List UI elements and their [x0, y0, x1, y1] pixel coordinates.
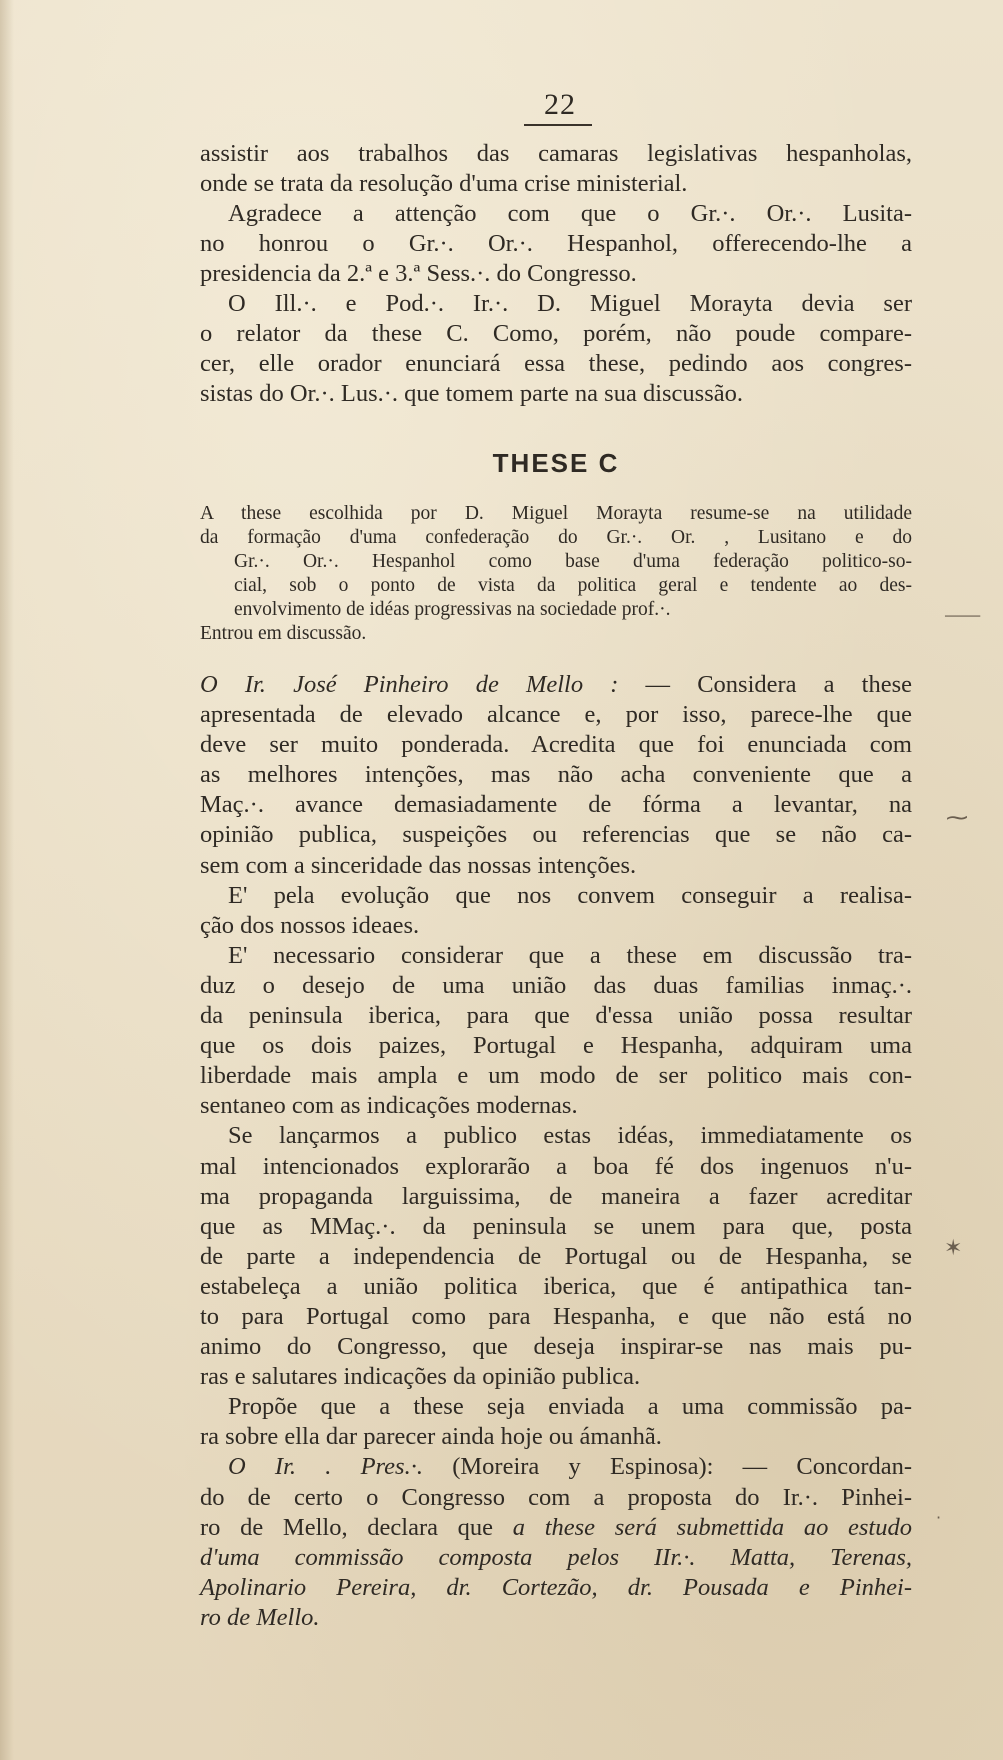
text-line: ma propaganda larguissima, de maneira a fazer acreditar	[200, 1182, 912, 1210]
text-line: da peninsula iberica, para que d'essa união possa resultar	[200, 1002, 912, 1030]
page-number-rule	[524, 124, 592, 126]
margin-ink-mark: ·	[936, 1508, 942, 1527]
these-line: envolvimento de idéas progressivas na sociedade prof.·.	[234, 599, 671, 620]
text-line: assistir aos trabalhos das camaras legislativas hespanholas,	[200, 140, 912, 167]
page-edge-shadow	[0, 0, 14, 1760]
speaker-name: O Ir. . Pres.·.	[228, 1453, 423, 1481]
these-line: cial, sob o ponto de vista da politica geral e tendente ao des-	[234, 575, 912, 596]
text-line: que os dois paizes, Portugal e Hespanha, adquiram uma	[200, 1032, 912, 1060]
these-summary	[200, 502, 912, 646]
margin-ink-mark: ⸺	[944, 603, 982, 628]
text-line: animo do Congresso, que deseja inspirar-se nas mais pu-	[200, 1333, 912, 1361]
page-number: 22	[544, 88, 576, 121]
text-line: Agradece a attenção com que o Gr.·. Or.·. Lusita-	[228, 200, 912, 227]
these-line: da formação d'uma confederação do Gr.·. Or. , Lusitano e do	[200, 527, 912, 548]
text-line: sem com a sinceridade das nossas intenções.	[200, 851, 637, 879]
text-line: ção dos nossos ideaes.	[200, 911, 420, 939]
margin-ink-mark: ⁓	[946, 806, 968, 831]
text-line: no honrou o Gr.·. Or.·. Hespanhol, offerecendo-lhe a	[200, 230, 912, 257]
these-line: Gr.·. Or.·. Hespanhol como base d'uma federação politico-so-	[234, 551, 912, 572]
margin-ink-mark: ✶	[944, 1236, 963, 1261]
text-line: E' pela evolução que nos convem conseguir a realisa-	[228, 881, 912, 909]
text-line: estabeleça a união politica iberica, que é antipathica tan-	[200, 1272, 912, 1300]
text-line: o relator da these C. Como, porém, não poude compare-	[200, 320, 912, 347]
decision-text: Apolinario Pereira, dr. Cortezão, dr. Pousada e Pinhei-	[200, 1573, 912, 1601]
text-line: presidencia da 2.ª e 3.ª Sess.·. do Congresso.	[200, 260, 637, 287]
text-line	[200, 1513, 912, 1543]
decision-text: d'uma commissão composta pelos IIr.·. Matta, Terenas,	[200, 1543, 912, 1571]
these-line: Entrou em discussão.	[200, 623, 367, 644]
text-line	[200, 1573, 912, 1603]
text-line: opinião publica, suspeições ou referencias que se não ca-	[200, 821, 912, 849]
text-line: Maç.·. avance demasiadamente de fórma a levantar, na	[200, 791, 912, 819]
speaker-name: O Ir. José Pinheiro de Mello :	[200, 671, 619, 698]
text-line: do de certo o Congresso com a proposta do Ir.·. Pinhei-	[200, 1483, 912, 1511]
speech-text: Considera a these	[697, 671, 913, 698]
text-line: apresentada de elevado alcance e, por isso, parece-lhe que	[200, 701, 912, 729]
speech-opening-line	[200, 1452, 912, 1482]
text-line: Propõe que a these seja enviada a uma commissão pa-	[228, 1393, 912, 1421]
text-line	[200, 1543, 912, 1573]
text-line: liberdade mais ampla e um modo de ser politico mais con-	[200, 1062, 912, 1090]
text-line: sentaneo com as indicações modernas.	[200, 1092, 578, 1120]
section-heading: THESE C	[492, 448, 620, 478]
text-line: de parte a independencia de Portugal ou de Hespanha, se	[200, 1242, 912, 1270]
text-line: sistas do Or.·. Lus.·. que tomem parte na sua discussão.	[200, 380, 743, 407]
speech-text: (Moreira y Espinosa): — Concordan-	[452, 1453, 913, 1481]
dash: —	[645, 671, 671, 698]
text-line: cer, elle orador enunciará essa these, pedindo aos congres-	[200, 350, 912, 377]
text-line: E' necessario considerar que a these em discussão tra-	[228, 941, 912, 969]
text-line: que as MMaç.·. da peninsula se unem para que, posta	[200, 1212, 912, 1240]
text-line: onde se trata da resolução d'uma crise ministerial.	[200, 170, 688, 197]
these-line: A these escolhida por D. Miguel Morayta resume-se na utilidade	[200, 503, 912, 524]
speech-opening-line	[200, 670, 912, 700]
decision-text: a these será submettida ao estudo	[512, 1513, 912, 1541]
text-line	[200, 1603, 912, 1633]
speech-text: ro de Mello, declara que	[200, 1513, 494, 1541]
text-line: duz o desejo de uma união das duas familias inmaç.·.	[200, 971, 912, 999]
discussion-body	[200, 670, 912, 1633]
text-line: as melhores intenções, mas não acha conveniente que a	[200, 761, 912, 789]
text-line: deve ser muito ponderada. Acredita que foi enunciada com	[200, 731, 912, 759]
opening-paragraphs	[200, 139, 912, 409]
text-line: Se lançarmos a publico estas idéas, immediatamente os	[228, 1122, 912, 1150]
text-line: ra sobre ella dar parecer ainda hoje ou ámanhã.	[200, 1423, 662, 1451]
decision-text: ro de Mello.	[200, 1603, 320, 1631]
text-line: O Ill.·. e Pod.·. Ir.·. D. Miguel Morayta devia ser	[228, 290, 912, 317]
text-line: to para Portugal como para Hespanha, e que não está no	[200, 1302, 912, 1330]
text-line: ras e salutares indicações da opinião publica.	[200, 1363, 641, 1391]
text-line: mal intencionados explorarão a boa fé dos ingenuos n'u-	[200, 1152, 912, 1180]
